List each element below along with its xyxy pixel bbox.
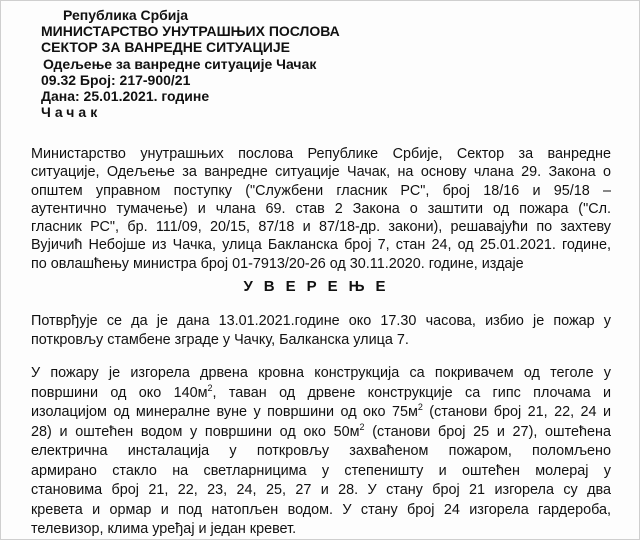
damage-text: 28) и оштећен водом у површини од око 50м	[31, 423, 360, 440]
damage-text: изолацијом од минералне вуне у површини од око 75м	[31, 404, 418, 420]
header-city: Чачак	[41, 104, 102, 121]
damage-line: становима број 21, 22, 23, 24, 25, 27 и 28. У стану број 21 изгорела су два	[31, 482, 611, 498]
document-title: УВЕРЕЊЕ	[243, 278, 397, 295]
damage-line	[31, 384, 611, 404]
header-department: Одељење за ванредне ситуације Чачак	[43, 55, 317, 72]
confirmation-line: Потврђује се да је дана 13.01.2021.године око 17.30 часова, избио је пожар у	[31, 313, 611, 329]
confirmation-line: поткровљу стамбене зграде у Чачку, Балканска улица 7.	[31, 332, 409, 348]
header-number: 09.32 Број: 217-900/21	[41, 71, 191, 88]
header-ministry: МИНИСТАРСТВО УНУТРАШЊИХ ПОСЛОВА	[41, 23, 340, 40]
intro-line: аутентично тумачење) и члана 69. став 2 Закона о заштити од пожара ("Сл.	[31, 200, 611, 217]
header-republic: Република Србија	[63, 7, 189, 23]
damage-text: (станови број 21, 22, 24 и	[422, 404, 612, 420]
header-sector: СЕКТОР ЗА ВАНРЕДНЕ СИТУАЦИЈЕ	[41, 39, 290, 56]
document-header	[41, 7, 340, 120]
superscript: 2	[359, 421, 365, 432]
intro-line: општем управном поступку ("Службени гласник РС", број 18/16 и 95/18 –	[31, 182, 611, 199]
damage-line: телевизор, клима уређај и један кревет.	[31, 521, 297, 537]
intro-line: по овлашћењу министра број 01-7913/20-26 од 30.11.2020. године, издаје	[31, 255, 524, 272]
confirmation-paragraph	[31, 312, 611, 350]
damage-line: У пожару је изгорела дрвена кровна конструкција са покривачем од теголе у	[31, 365, 611, 381]
damage-text: , таван од дрвене конструкције са гипс плочама и	[212, 384, 611, 401]
intro-paragraph	[31, 145, 611, 273]
intro-line: Вујичић Небојше из Чачка, улица Бакланска број 7, стан 24, од 25.01.2021. године,	[31, 237, 611, 254]
header-date: Дана: 25.01.2021. године	[41, 88, 210, 105]
damage-text: површини од око 140м	[31, 384, 208, 401]
damage-line: армирано стакло на светларницима у степеништу и оштећен молерај у	[31, 462, 611, 479]
damage-paragraph	[31, 364, 611, 540]
damage-text: (станови број 25 и 27), оштећена	[364, 423, 611, 440]
damage-line: електрична инсталација у поткровљу захваћеном пожаром, поломљено	[31, 443, 611, 459]
damage-line: кревета и ормар и под натопљен водом. У стану број 24 изгорела гардероба,	[31, 501, 611, 518]
intro-line: гласник РС", бр. 111/09, 20/15, 87/18 и 87/18-др. закони), решавајући по захтеву	[31, 219, 611, 236]
intro-line: Министарство унутрашњих послова Републике Србије, Сектор за ванредне	[31, 146, 611, 162]
damage-line	[31, 403, 611, 423]
superscript: 2	[207, 382, 213, 393]
damage-line	[31, 423, 611, 443]
intro-line: ситуације, Одељење за ванредне ситуације Чачак, на основу члана 29. Закона о	[31, 164, 611, 181]
superscript: 2	[417, 402, 423, 413]
